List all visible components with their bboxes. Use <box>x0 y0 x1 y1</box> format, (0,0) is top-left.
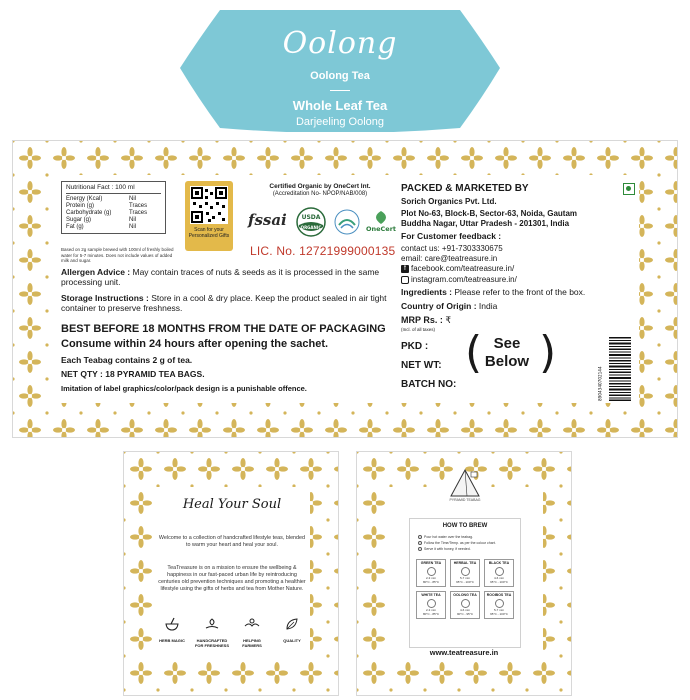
clock-icon <box>495 567 504 576</box>
label-content <box>53 175 639 403</box>
cell-time: 2-3 min <box>425 576 436 580</box>
cell-temp: 80°C - 85°C <box>422 611 440 616</box>
instagram-url: instagram.com/teatreasure.in/ <box>411 275 517 284</box>
brew-step-text: Follow the Time/Temp. as per the colour chart. <box>424 541 496 545</box>
mrp <box>401 316 451 325</box>
allergen-text: May contain traces of nuts & seeds as it is processed in the same processing unit. <box>61 267 380 287</box>
svg-text:8904340702144: 8904340702144 <box>597 366 603 401</box>
barcode-icon <box>601 337 631 401</box>
rupee-symbol: ₹ <box>445 315 452 325</box>
heal-content <box>154 487 310 659</box>
best-before: BEST BEFORE 18 MONTHS FROM THE DATE OF PACKAGING <box>61 323 386 335</box>
brew-cell-oolong <box>450 591 480 619</box>
cell-name: ROOIBOS TEA <box>486 593 512 597</box>
feature-label: QUALITY <box>283 638 301 643</box>
storage-instructions <box>61 293 391 313</box>
cell-name: BLACK TEA <box>488 561 510 565</box>
brew-title: HOW TO BREW <box>442 523 488 529</box>
qr-code-icon[interactable] <box>190 186 228 224</box>
origin-label: Country of Origin : <box>401 301 477 311</box>
cell-temp: 90°C - 95°C <box>456 611 474 616</box>
how-to-brew-panel <box>356 451 572 696</box>
net-quantity: NET QTY : 18 PYRAMID TEA BAGS. <box>61 369 205 379</box>
packed-heading: PACKED & MARKETED BY <box>401 183 529 194</box>
feature-quality <box>274 617 310 643</box>
nutrition-header: Nutritional Fact : 100 ml <box>66 184 161 194</box>
clock-icon <box>495 599 504 608</box>
facebook-link[interactable] <box>401 264 514 273</box>
brew-step <box>418 541 496 545</box>
table-row <box>66 203 161 210</box>
cell-time: 2-3 min <box>425 608 436 612</box>
below-word: Below <box>484 353 530 370</box>
mrp-label: MRP Rs. : <box>401 315 443 325</box>
leaf-hand-icon <box>284 617 300 631</box>
india-organic-icon <box>334 209 360 235</box>
nutrient-name: Carbohydrate (g) <box>66 210 112 216</box>
license-number: LIC. No. 12721999000135 <box>250 244 396 258</box>
cell-name: WHITE TEA <box>421 593 441 597</box>
fssai-logo: fssai <box>248 211 287 229</box>
ingredients-label: Ingredients : <box>401 287 453 297</box>
facebook-url: facebook.com/teatreasure.in/ <box>411 264 515 273</box>
brew-step-text: Pour hot water over the teabag. <box>424 535 474 539</box>
nutrient-name: Energy (Kcal) <box>66 196 103 202</box>
allergen-label: Allergen Advice : <box>61 267 131 277</box>
instagram-icon <box>401 276 409 284</box>
feature-handcrafted <box>194 617 230 648</box>
tag-leaf-type: Whole Leaf Tea <box>292 98 388 113</box>
main-label <box>12 140 678 438</box>
nutrition-table <box>61 181 166 234</box>
brew-cell-rooibos <box>484 591 514 619</box>
certification <box>245 183 395 198</box>
company-name: Sorich Organics Pvt. Ltd. <box>401 197 497 206</box>
clock-icon <box>461 599 470 608</box>
tag-variety: Darjeeling Oolong <box>295 116 385 128</box>
table-row <box>66 210 161 217</box>
address-line: Buddha Nagar, Uttar Pradesh - 201301, India <box>401 219 570 228</box>
clock-icon <box>461 567 470 576</box>
svg-text:USDA: USDA <box>301 214 321 221</box>
see-word: See <box>493 335 521 352</box>
tag-title: Oolong <box>282 26 398 61</box>
cert-line: Certified Organic by OneCert Int. <box>269 183 371 190</box>
storage-label: Storage Instructions : <box>61 293 149 303</box>
table-row <box>66 224 161 231</box>
nutrient-value: Traces <box>129 210 148 216</box>
cell-time: 5-7 min <box>493 608 504 612</box>
nutrient-value: Nil <box>129 196 136 202</box>
nutrient-value: Nil <box>129 217 136 223</box>
cert-logos <box>248 205 398 241</box>
cell-time: 5-7 min <box>459 576 470 580</box>
brew-cell-herbal <box>450 559 480 587</box>
cell-temp: 95°C - 100°C <box>490 579 508 584</box>
heal-title: Heal Your Soul <box>182 497 282 512</box>
brew-cell-black <box>484 559 514 587</box>
instagram-link[interactable] <box>401 275 517 284</box>
teabag-weight: Each Teabag contains 2 g of tea. <box>61 355 193 365</box>
nutrient-name: Sugar (g) <box>66 217 92 223</box>
nutrient-name: Fat (g) <box>66 224 84 230</box>
feature-label: HERB MAGIC <box>159 638 185 643</box>
clock-icon <box>427 567 436 576</box>
tag-divider <box>330 90 350 91</box>
mission-text: TeaTreasure is on a mission to ensure the wellbeing & happiness in our fast-paced urban life by reintroducing centuries old prevention techniques and promoting a healthier lifestyle using the gifts of herbs and tea from Mother Nature. <box>158 565 306 592</box>
address-line: Plot No-63, Block-B, Sector-63, Noida, Gautam <box>401 209 578 218</box>
cell-name: HERBAL TEA <box>453 561 477 565</box>
feedback-heading: For Customer feedback : <box>401 231 502 241</box>
contact-phone: contact us: +91-7303330675 <box>401 244 503 253</box>
facebook-icon: f <box>401 265 409 273</box>
mortar-icon <box>164 617 180 631</box>
brew-cell-green <box>416 559 446 587</box>
pkd-label: PKD : <box>401 341 429 352</box>
tag-subtitle: Oolong Tea <box>310 70 370 82</box>
brew-cell-white <box>416 591 446 619</box>
storage-text: Store in a cool & dry place. Keep the product sealed in air tight container to preserve freshness. <box>61 293 387 313</box>
ingredients-text: Please refer to the front of the box. <box>454 287 586 297</box>
country-of-origin <box>401 302 497 311</box>
clock-icon <box>427 599 436 608</box>
right-paren: ) <box>539 327 557 378</box>
batch-no-label: BATCH NO: <box>401 379 457 390</box>
cert-accreditation: (Accreditation No- NPOP/NAB/008) <box>272 191 368 197</box>
svg-text:ORGANIC: ORGANIC <box>300 225 322 230</box>
nutrient-value: Nil <box>129 224 136 230</box>
nutrient-name: Protein (g) <box>66 203 95 209</box>
onecert-icon <box>364 209 398 235</box>
allergen-advice <box>61 267 391 287</box>
see-below <box>473 335 541 371</box>
imitation-warning: Imitation of label graphics/color/pack design is a punishable offence. <box>61 384 307 393</box>
brew-step <box>418 547 471 551</box>
nutrition-note: Based on 2g sample brewed with 100ml of freshly boiled water for 5-7 minutes. Does not include values of added milk and sugar. <box>61 247 174 263</box>
feature-helping-farmers <box>234 617 270 648</box>
cell-temp: 80°C - 85°C <box>422 579 440 584</box>
cell-temp: 95°C - 100°C <box>490 611 508 616</box>
feature-label: HELPING FARMERS <box>242 638 262 648</box>
hands-icon <box>244 617 260 631</box>
table-row <box>66 196 161 203</box>
heal-your-soul-panel <box>123 451 339 696</box>
welcome-text: Welcome to a collection of handcrafted lifestyle teas, blended to warm your heart and heal your soul. <box>158 535 306 548</box>
product-tag <box>180 10 500 132</box>
qr-caption: Scan for your Personalized Gifts <box>188 227 230 239</box>
cell-name: OOLONG TEA <box>453 593 477 597</box>
barcode-digits <box>597 337 603 401</box>
feature-label: HANDCRAFTED FOR FRESHNESS <box>194 638 229 648</box>
ingredients <box>401 288 585 297</box>
nutrient-value: Traces <box>129 203 148 209</box>
cell-name: GREEN TEA <box>420 561 442 565</box>
pyramid-caption: PYRAMID TEABAG <box>449 498 481 502</box>
table-row <box>66 217 161 224</box>
feature-herb-magic <box>154 617 190 643</box>
pyramid-teabag-icon <box>449 468 481 498</box>
brew-card <box>409 518 521 648</box>
usda-organic-icon <box>296 207 326 237</box>
left-paren: ( <box>465 327 483 378</box>
origin-text: India <box>478 301 498 311</box>
brew-step-text: Serve it with honey, if needed. <box>424 547 471 551</box>
mrp-note: (Incl. of all taxes) <box>401 327 436 332</box>
cell-time: 4-6 min <box>459 608 470 612</box>
cell-temp: 95°C - 100°C <box>456 579 474 584</box>
veg-mark-icon <box>623 183 635 195</box>
consume-notice: Consume within 24 hours after opening the sachet. <box>61 338 329 350</box>
feature-icons <box>154 617 310 657</box>
svg-text:OneCert: OneCert <box>365 225 397 233</box>
website-link[interactable]: www.teatreasure.in <box>429 648 499 657</box>
cell-time: 4-6 min <box>493 576 504 580</box>
brew-step <box>418 535 473 539</box>
hand-leaf-icon <box>204 617 220 631</box>
qr-card <box>185 181 233 251</box>
contact-email: email: care@teatreasure.in <box>401 254 498 263</box>
net-wt-label: NET WT: <box>401 360 442 371</box>
